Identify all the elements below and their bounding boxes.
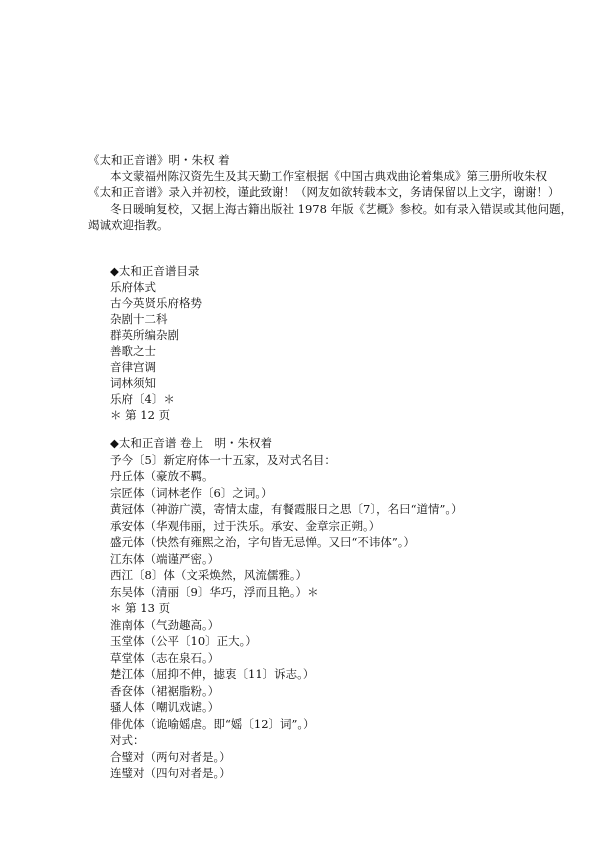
text-line: 宗匠体（词林老作〔6〕之词。）: [110, 486, 273, 500]
text-line: 黄冠体（神游广漠，寄情太虚，有餐霞服日之思〔7〕，名曰“道情”。）: [110, 502, 463, 516]
text-line: 予今〔5〕新定府体一十五家，及对式名目：: [110, 453, 336, 467]
volume-heading: ◆太和正音谱 卷上 明・朱权着: [110, 436, 272, 450]
text-line: 西江〔8〕体（文采焕然，风流儒雅。）: [110, 568, 308, 582]
page-marker: ＊ 第 13 页: [110, 601, 171, 615]
toc-item: 古今英贤乐府格势: [110, 296, 202, 310]
text-line: 合璧对（两句对者是。）: [110, 750, 231, 764]
text-line: 东吴体（清丽〔9〕华巧，浮而且艳。）＊: [110, 585, 319, 599]
document-title-line: 《太和正音谱》明・朱权 着: [88, 153, 230, 167]
text-line: 对式：: [110, 733, 145, 747]
intro-paragraph-2-line-1: 冬日暖晌复校，又据上海古籍出版社 1978 年版《艺概》参校。如有录入错误或其他问题，: [110, 202, 573, 216]
text-line: 承安体（华观伟丽，过于泆乐。承安、金章宗正朔。）: [110, 519, 381, 533]
page-marker: ＊ 第 12 页: [110, 408, 171, 422]
toc-item: 词林须知: [110, 376, 156, 390]
text-line: 楚江体（屈抑不伸，摅衷〔11〕诉志。）: [110, 667, 315, 681]
toc-item: 群英所编杂剧: [110, 328, 179, 342]
toc-item: 乐府体式: [110, 280, 156, 294]
toc-item: 杂剧十二科: [110, 312, 168, 326]
text-line: 丹丘体（豪放不羁。: [110, 469, 214, 483]
toc-heading: ◆太和正音谱目录: [110, 264, 200, 278]
intro-paragraph-2-line-2: 竭诚欢迎指教。: [88, 218, 169, 232]
text-line: 玉堂体（公平〔10〕正大。）: [110, 634, 257, 648]
toc-item: 音律宫调: [110, 360, 156, 374]
text-line: 骚人体（嘲讥戏谑。）: [110, 700, 220, 714]
intro-paragraph-1-line-2: 《太和正音谱》录入并初校，谨此致谢！（网友如欲转载本文，务请保留以上文字，谢谢！）: [88, 185, 560, 199]
toc-item: 乐府〔4〕＊: [110, 392, 175, 406]
intro-paragraph-1-line-1: 本文蒙福州陈汉资先生及其天勤工作室根据《中国古典戏曲论着集成》第三册所收朱权: [110, 169, 547, 183]
text-line: 香奁体（裙裾脂粉。）: [110, 684, 220, 698]
text-line: 盛元体（快然有雍熙之治，字句皆无忌惮。又曰“不讳体”。）: [110, 535, 416, 549]
text-line: 草堂体（志在泉石。）: [110, 651, 220, 665]
text-line: 江东体（端谨严密。）: [110, 552, 220, 566]
text-line: 俳优体（诡喻媱虐。即“媱〔12〕词”。）: [110, 717, 315, 731]
text-line: 连璧对（四句对者是。）: [110, 766, 231, 780]
text-line: 淮南体（气劲趣高。）: [110, 618, 220, 632]
toc-item: 善歌之士: [110, 344, 156, 358]
